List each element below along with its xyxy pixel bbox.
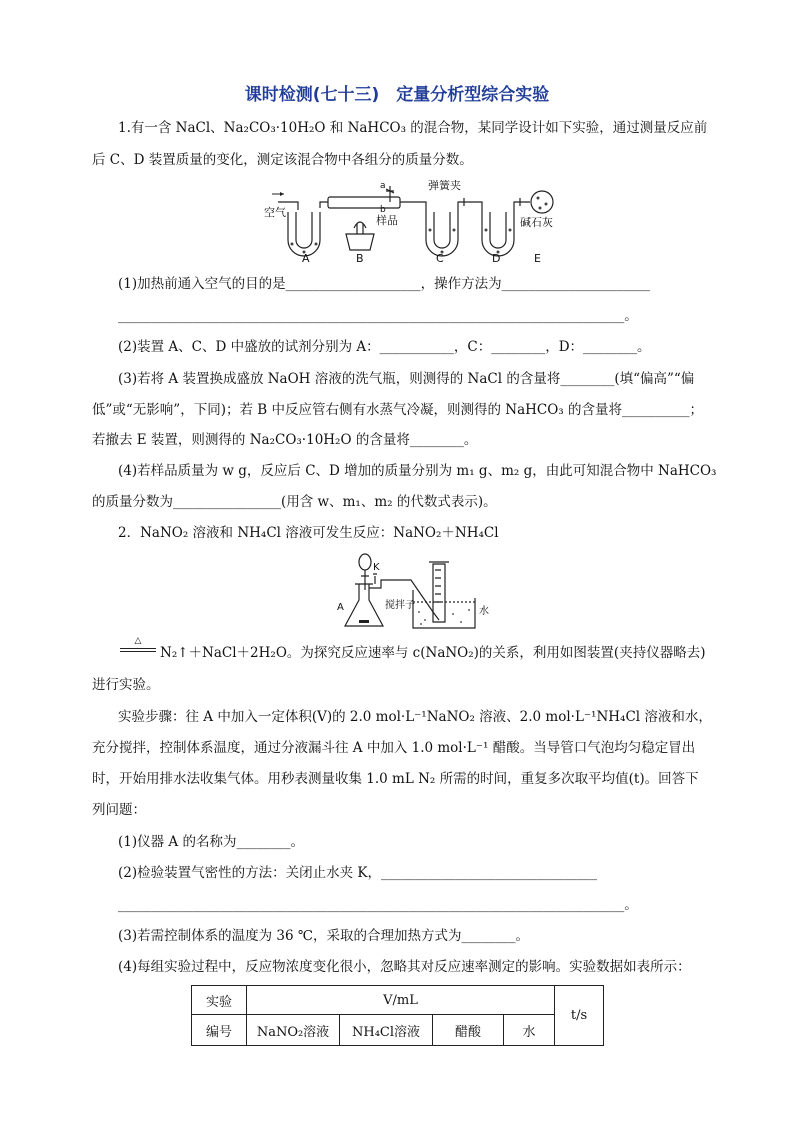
q2-part4: (4)每组实验过程中，反应物浓度变化很小，忽略其对反应速率测定的影响。实验数据如表所示： [118,959,691,975]
q1-part2: (2)装置 A、C、D 中盛放的试剂分别为 A：___________，C：________，D：________。 [118,339,651,355]
label-K: K [373,562,380,573]
q1-part3-c: 若撤去 E 装置，则测得的 Na₂CO₃·10H₂O 的含量将________。 [92,432,478,448]
q1-apparatus-figure [258,180,568,266]
q1-part1-a: (1)加热前通入空气的目的是____________________，操作方法为______________________ [118,276,651,292]
label-b: b [380,205,386,215]
q2-line-2: N₂↑＋NaCl＋2H₂O。为探究反应速率与 c(NaNO₂)的关系，利用如图装置(夹持仪器略去) [160,645,706,661]
label-C: C [436,252,444,265]
header-experiment: 实验 [192,986,247,1015]
label-E: E [534,252,541,265]
col-nh4cl: NH₄Cl溶液 [340,1015,433,1046]
header-number: 编号 [192,1015,247,1046]
label-B: B [356,252,364,265]
q2-step-3: 时，开始用排水法收集气体。用秒表测量收集 1.0 mL N₂ 所需的时间，重复多次取平均值(t)。回答下 [92,771,699,787]
experiment-table [191,985,604,1046]
q1-part4-b: 的质量分数为________________(用含 w、m₁、m₂ 的代数式表示)。 [92,494,497,510]
label-soda-lime: 碱石灰 [520,216,553,229]
label-sample: 样品 [376,214,398,227]
q2-line-3: 进行实验。 [92,677,160,693]
label-A: A [302,252,310,265]
label-water: 水 [479,606,489,617]
delta-mark: △ [134,636,142,646]
q2-apparatus-figure [335,550,495,632]
q1-part4-a: (4)若样品质量为 w g，反应后 C、D 增加的质量分别为 m₁ g、m₂ g，由此可知混合物中 NaHCO₃ [118,463,717,479]
page-title: 课时检测(七十三) 定量分析型综合实验 [244,85,550,105]
label-stirrer: 搅拌子 [385,600,415,611]
q2-step-2: 充分搅拌，控制体系温度，通过分液漏斗往 A 中加入 1.0 mol·L⁻¹ 醋酸。当导管口气泡均匀稳定冒出 [92,740,696,756]
label-D: D [492,252,501,265]
label-flask-A: A [337,602,344,613]
q2-line-1: 2．NaNO₂ 溶液和 NH₄Cl 溶液可发生反应：NaNO₂＋NH₄Cl [118,525,499,541]
label-a: a [380,181,386,191]
col-water: 水 [504,1015,555,1046]
header-time: t/s [555,986,604,1046]
q2-step-4: 列问题： [92,802,146,818]
q1-line-2: 后 C、D 装置质量的变化，测定该混合物中各组分的质量分数。 [92,152,473,168]
q2-part2-b: ___________________________________________________________________________。 [118,897,638,913]
col-nano2: NaNO₂溶液 [247,1015,340,1046]
label-spring-clip: 弹簧夹 [428,180,461,192]
q2-step-1: 实验步骤：往 A 中加入一定体积(V)的 2.0 mol·L⁻¹NaNO₂ 溶液、2.0 mol·L⁻¹NH₄Cl 溶液和水， [118,709,712,725]
q1-part1-b: ___________________________________________________________________________。 [118,308,638,324]
header-volume: V/mL [247,986,555,1015]
col-acetic-acid: 醋酸 [433,1015,504,1046]
q2-part1: (1)仪器 A 的名称为________。 [118,834,304,850]
heating-symbol [120,636,156,652]
q1-part3-b: 低”或“无影响”，下同)；若 B 中反应管右侧有水蒸气冷凝，则测得的 NaHCO₃ 的含量将__________； [92,402,703,418]
q2-part3: (3)若需控制体系的温度为 36 ℃，采取的合理加热方式为________。 [118,928,529,944]
q1-part3-a: (3)若将 A 装置换成盛放 NaOH 溶液的洗气瓶，则测得的 NaCl 的含量将________(填“偏高”“偏 [118,371,695,387]
label-air: 空气 [264,206,286,219]
q2-part2-a: (2)检验装置气密性的方法：关闭止水夹 K，________________________________ [118,865,597,881]
q1-line-1: 1.有一含 NaCl、Na₂CO₃·10H₂O 和 NaHCO₃ 的混合物，某同学设计如下实验，通过测量反应前 [118,120,708,136]
